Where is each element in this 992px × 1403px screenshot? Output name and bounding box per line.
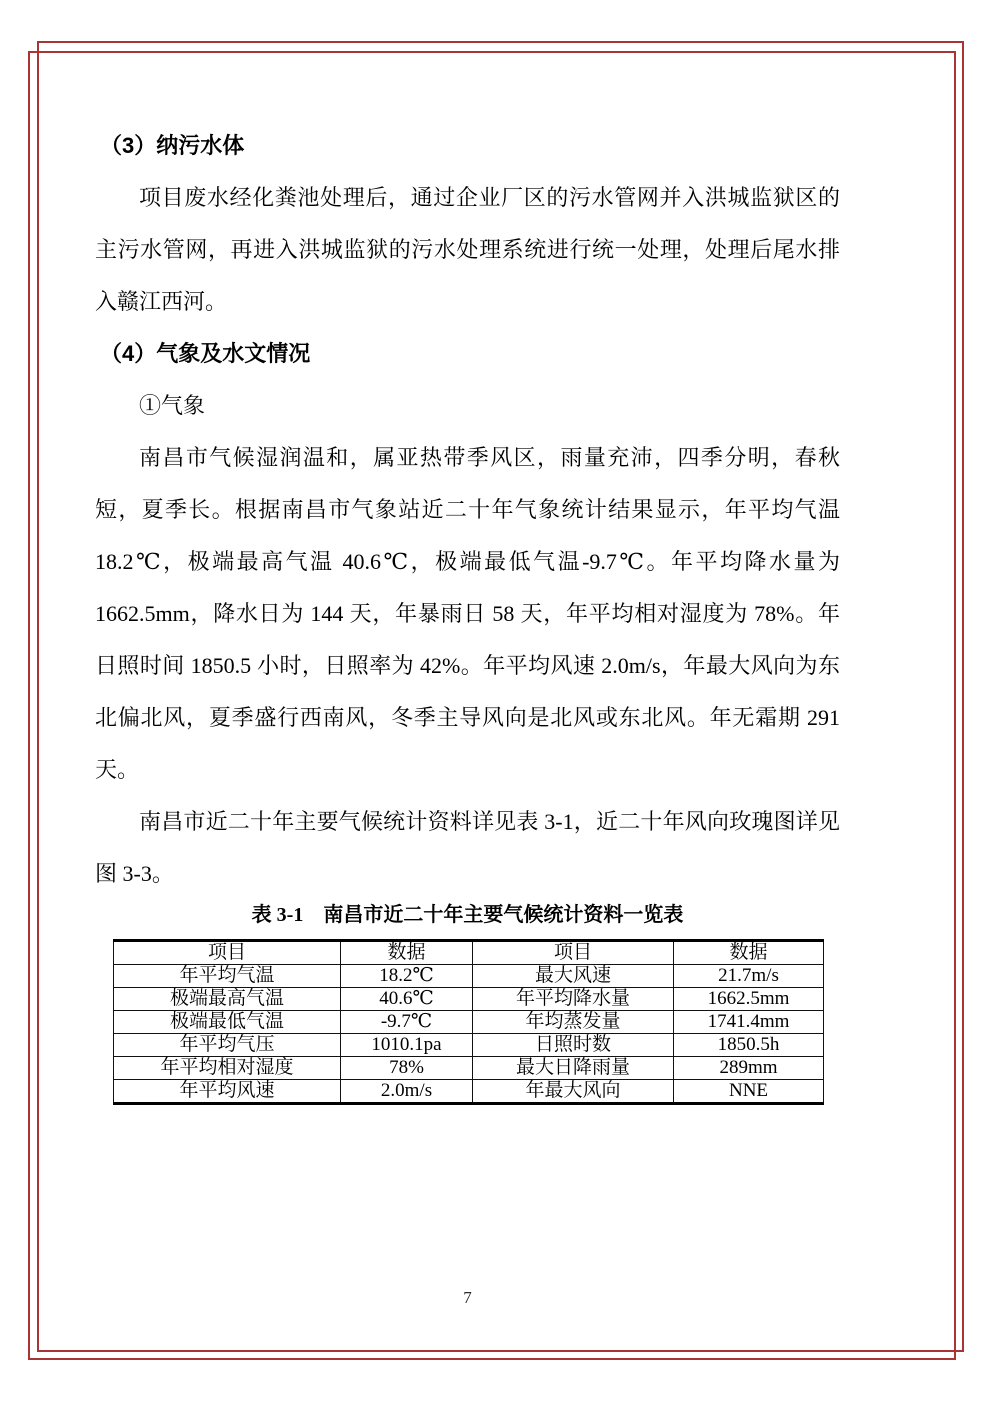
climate-statistics-table	[113, 939, 824, 1105]
document-content	[95, 120, 840, 1105]
table-cell: 最大风速	[473, 965, 674, 988]
table-cell: 1850.5h	[674, 1034, 824, 1057]
table-cell: 极端最高气温	[114, 988, 341, 1011]
table-caption: 表 3-1 南昌市近二十年主要气候统计资料一览表	[251, 904, 684, 926]
table-header-cell: 项目	[114, 941, 341, 965]
table-cell: 年最大风向	[473, 1080, 674, 1104]
table-cell: 年平均气压	[114, 1034, 341, 1057]
table-cell: 年均蒸发量	[473, 1011, 674, 1034]
table-cell: 289mm	[674, 1057, 824, 1080]
table-cell: NNE	[674, 1080, 824, 1104]
table-row	[114, 1034, 824, 1057]
table-cell: 日照时数	[473, 1034, 674, 1057]
table-cell: 年平均相对湿度	[114, 1057, 341, 1080]
table-row	[114, 1057, 824, 1080]
table-cell: 年平均风速	[114, 1080, 341, 1104]
paragraph-wastewater: 项目废水经化粪池处理后，通过企业厂区的污水管网并入洪城监狱区的主污水管网，再进入洪城监狱的污水处理系统进行统一处理，处理后尾水排入赣江西河。	[95, 185, 840, 314]
table-cell: 1662.5mm	[674, 988, 824, 1011]
table-row	[114, 988, 824, 1011]
table-header-cell: 项目	[473, 941, 674, 965]
table-cell: 极端最低气温	[114, 1011, 341, 1034]
table-header-cell: 数据	[341, 941, 473, 965]
table-cell: 21.7m/s	[674, 965, 824, 988]
table-cell: 年平均气温	[114, 965, 341, 988]
table-header-cell: 数据	[674, 941, 824, 965]
table-row	[114, 965, 824, 988]
table-header-row	[114, 941, 824, 965]
table-cell: 40.6℃	[341, 988, 473, 1011]
page-number: 7	[463, 1288, 472, 1307]
table-cell: -9.7℃	[341, 1011, 473, 1034]
table-cell: 18.2℃	[341, 965, 473, 988]
paragraph-table-reference: 南昌市近二十年主要气候统计资料详见表 3-1，近二十年风向玫瑰图详见图 3-3。	[95, 809, 840, 886]
section-heading-4: （4）气象及水文情况	[100, 341, 311, 366]
table-cell: 78%	[341, 1057, 473, 1080]
subsection-heading-meteorology: ①气象	[139, 393, 206, 418]
table-row	[114, 1080, 824, 1104]
section-heading-3: （3）纳污水体	[100, 133, 245, 158]
table-cell: 年平均降水量	[473, 988, 674, 1011]
table-row	[114, 1011, 824, 1034]
table-cell: 2.0m/s	[341, 1080, 473, 1104]
table-cell: 1741.4mm	[674, 1011, 824, 1034]
paragraph-climate-statistics: 南昌市气候湿润温和，属亚热带季风区，雨量充沛，四季分明，春秋短，夏季长。根据南昌市气象站近二十年气象统计结果显示，年平均气温 18.2℃，极端最高气温 40.6℃，极端最低气温-9.7℃。年平均降水量为 1662.5mm，降水日为 144 天，年暴雨日 58 天，年平均相对湿度为 78%。年日照时间 1850.5 小时，日照率为 42%。年平均风速 2.0m/s，年最大风向为东北偏北风，夏季盛行西南风，冬季主导风向是北风或东北风。年无霜期 291 天。	[95, 445, 840, 782]
table-cell: 1010.1pa	[341, 1034, 473, 1057]
table-cell: 最大日降雨量	[473, 1057, 674, 1080]
